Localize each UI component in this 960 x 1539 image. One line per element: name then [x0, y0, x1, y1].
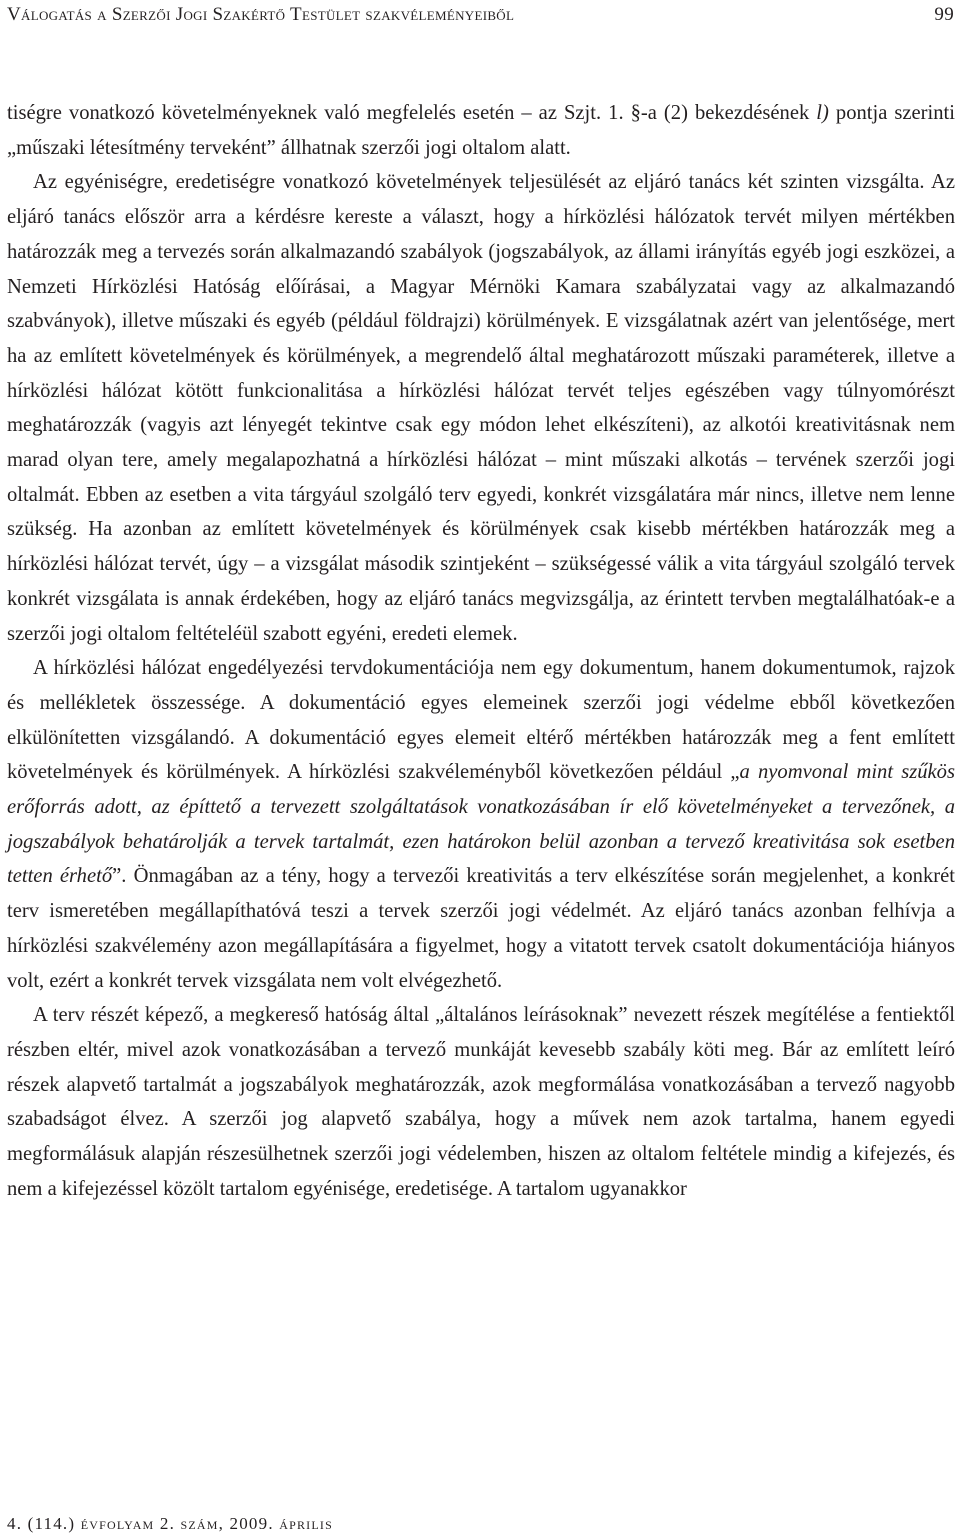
- italic-reference: l): [816, 102, 829, 124]
- paragraph-text: pontja szerinti „műszaki létesítmény terveként” állhatnak szerzői jogi oltalom alatt.: [7, 102, 955, 159]
- paragraph-text: A terv részét képező, a megkereső hatóság által „általános leírásoknak” nevezett részek megítélése a fentiektől részben eltér, mivel azok vonatkozásában a tervező munkáját kevesebb szabály köti meg. Bár az említett leíró részek alapvető tartalmát a jogszabályok meghatározzák, azok megformálása vonatkozásában a tervező nagyobb szabadságot élvez. A szerzői jog alapvető szabálya, hogy a művek nem azok tartalma, hanem egyedi megformálásuk alapján részesülhetnek szerzői jogi védelemben, hiszen az oltalom feltétele mindig a kifejezés, és nem a kifejezéssel közölt tartalom egyénisége, eredetisége. A tartalom ugyanakkor: [7, 1004, 955, 1200]
- running-header-title: Válogatás a Szerzői Jogi Szakértő Testület szakvéleményeiből: [7, 4, 515, 25]
- page-number: 99: [934, 4, 954, 25]
- paragraph-text: Az egyéniségre, eredetiségre vonatkozó követelmények teljesülését az eljáró tanács két szinten vizsgálta. Az eljáró tanács először arra a kérdésre kereste a választ, hogy a hírközlési hálózatok tervét milyen mértékben határozzák meg a tervezés során alkalmazandó szabályok (jogszabályok, az állami irányítás egyéb jogi eszközei, a Nemzeti Hírközlési Hatóság előírásai, a Magyar Mérnöki Kamara szabályzatai vagy az alkalmazandó szabványok), illetve műszaki és egyéb (például földrajzi) körülmények. E vizsgálatnak azért van jelentősége, mert ha az említett követelmények és körülmények, a megrendelő által meghatározott műszaki paraméterek, illetve a hírközlési hálózat kötött funkcionalitása a hírközlési hálózat tervét teljes egészében vagy túlnyomórészt meghatározzák (vagyis azt lényegét tekintve csak egy módon lehet elkészíteni), az alkotói kreativitásnak nem marad olyan tere, amely megalapozhatná a hírközlési hálózat – mint műszaki alkotás – tervének szerzői jogi oltalmát. Ebben az esetben a vita tárgyául szolgáló terv egyedi, konkrét vizsgálatára már nincs, illetve nem lenne szükség. Ha azonban az említett követelmények és körülmények csak kisebb mértékben határozzák meg a hírközlési hálózat tervét, úgy – a vizsgálat második szintjeként – szükségessé válik a vita tárgyául szolgáló tervek konkrét vizsgálata is annak érdekében, hogy az eljáró tanács megvizsgálja, az érintett tervben megtalálhatóak-e a szerzői jogi oltalom feltételéül szabott egyéni, eredeti elemek.: [7, 171, 955, 645]
- paragraph: [7, 651, 955, 998]
- paragraph-text: tiségre vonatkozó követelményeknek való megfelelés esetén – az Szjt. 1. §-a (2) bekezdésének: [7, 102, 817, 124]
- italic-quotation: a nyomvonal mint szűkös erőforrás adott, az építtető a tervezett szolgáltatások vonatkozásában ír elő követelményeket a tervezőnek, a jogszabályok behatárolják a tervek tartalmát, ezen határokon belül azonban a tervező kreativitása sok esetben tetten érhető: [7, 761, 955, 888]
- paragraph-continuation: [7, 96, 955, 165]
- paragraph-text: ”. Önmagában az a tény, hogy a tervezői kreativitás a terv elkészítése során megjelenhet, a konkrét terv ismeretében megállapíthatóvá teszi a tervek szerzői jogi védelmét. Az eljáró tanács azonban felhívja a hírközlési szakvélemény azon megállapítására a figyelmet, hogy a vitatott tervek csatolt dokumentációja hiányos volt, ezért a konkrét tervek vizsgálata nem volt elvégezhető.: [7, 865, 955, 992]
- paragraph: [7, 165, 955, 651]
- issue-footer: 4. (114.) évfolyam 2. szám, 2009. április: [7, 1514, 333, 1533]
- body-text: [7, 96, 955, 1207]
- paragraph: [7, 998, 955, 1206]
- paragraph-text: A hírközlési hálózat engedélyezési tervdokumentációja nem egy dokumentum, hanem dokumentumok, rajzok és mellékletek összessége. A dokumentáció egyes elemeinek szerzői jogi védelme ebből következően elkülönítetten vizsgálandó. A dokumentáció egyes elemeit eltérő mértékben határozzák meg a fent említett követelmények és körülmények. A hírközlési szakvéleményből következően például „: [7, 657, 955, 784]
- running-header: [7, 4, 954, 28]
